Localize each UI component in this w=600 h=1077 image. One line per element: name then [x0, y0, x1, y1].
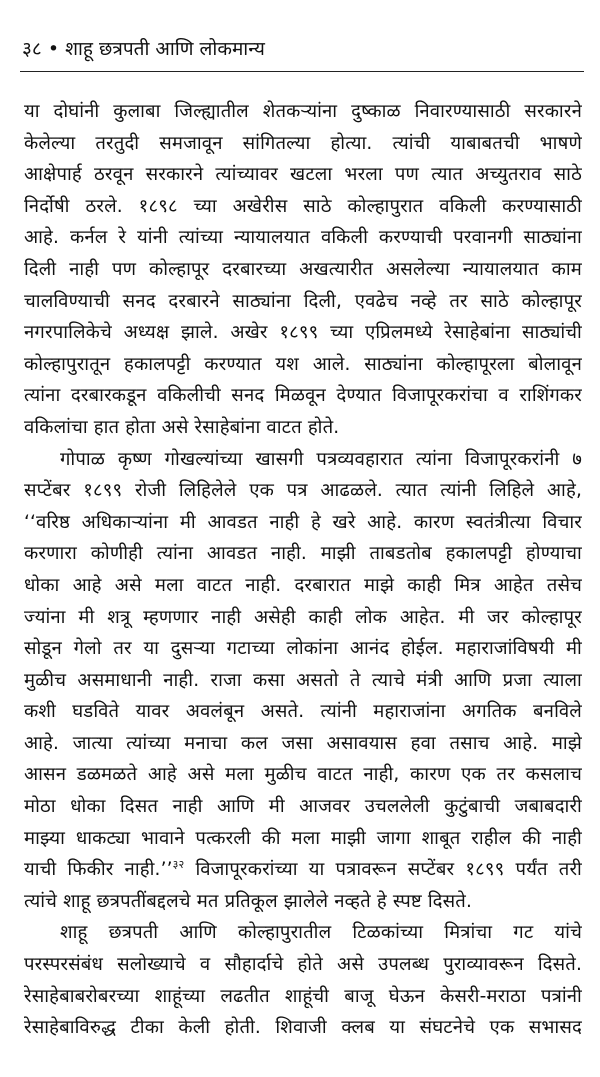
text-line: मोठा धोका दिसत नाही आणि मी आजवर उचललेली कुटुंबाची जबाबदारी [24, 796, 582, 818]
footnote-line-end: विजापूरकरांच्या या पत्रावरून सप्टेंबर १८९९ पर्यंत तरी [184, 859, 582, 881]
text-line: सप्टेंबर १८९९ रोजी लिहिलेले एक पत्र आढळले. त्यात त्यांनी लिहिले आहे, [24, 480, 582, 502]
text-line: त्यांना दरबारकडून वकिलीची सनद मिळवून देण्यात विजापूरकरांचा व राशिंगकर [24, 385, 582, 407]
text-line: सोडून गेलो तर या दुसऱ्या गटाच्या लोकांना आनंद होईल. महाराजांविषयी मी [24, 638, 582, 660]
text-line: वकिलांचा हात होता असे रेसाहेबांना वाटत होते. [24, 416, 340, 438]
text-line: रेसाहेबाबरोबरच्या शाहूंच्या लढतीत शाहूंची बाजू घेऊन केसरी-मराठा पत्रांनी [24, 985, 582, 1007]
body-text [24, 96, 582, 1044]
footnote-marker[interactable]: ३२ [172, 858, 185, 872]
footnote-line-start: याची फिकीर नाही.’’ [24, 859, 173, 881]
text-line: त्यांचे शाहू छत्रपतींबद्दलचे मत प्रतिकूल झालेले नव्हते हे स्पष्ट दिसते. [24, 890, 472, 912]
text-line: ज्यांना मी शत्रू म्हणणार नाही असेही काही लोक आहेत. मी जर कोल्हापूर [24, 606, 582, 628]
text-line: केलेल्या तरतुदी समजावून सांगितल्या होत्या. त्यांची याबाबतची भाषणे [24, 132, 582, 154]
text-line: करणारा कोणीही त्यांना आवडत नाही. माझी ताबडतोब हकालपट्टी होण्याचा [24, 543, 582, 565]
text-line: रेसाहेबाविरुद्ध टीका केली होती. शिवाजी क्लब या संघटनेचे एक सभासद [24, 1017, 582, 1039]
header-separator: • [47, 38, 60, 60]
paragraph-3 [24, 917, 582, 1043]
text-line: गोपाळ कृष्ण गोखल्यांच्या खासगी पत्रव्यवहारात त्यांना विजापूरकरांनी ७ [60, 448, 582, 470]
paragraph-1 [24, 96, 582, 444]
text-line: दिली नाही पण कोल्हापूर दरबारच्या अखत्यारीत असलेल्या न्यायालयात काम [24, 258, 582, 280]
text-line: नगरपालिकेचे अध्यक्ष झाले. अखेर १८९९ च्या एप्रिलमध्ये रेसाहेबांना साठ्यांची [24, 322, 582, 344]
text-line: आसन डळमळते आहे असे मला मुळीच वाटत नाही, कारण एक तर कसलाच [24, 764, 582, 786]
text-line: आक्षेपार्ह ठरवून सरकारने त्यांच्यावर खटला भरला पण त्यात अच्युतराव साठे [24, 164, 582, 186]
text-line: ‘‘वरिष्ठ अधिकाऱ्यांना मी आवडत नाही हे खरे आहे. कारण स्वतंत्रीत्या विचार [24, 511, 582, 533]
text-line: धोका आहे असे मला वाटत नाही. दरबारात माझे काही मित्र आहेत तसेच [24, 574, 582, 596]
running-title: शाहू छत्रपती आणि लोकमान्य [65, 38, 265, 60]
text-line: आहे. कर्नल रे यांनी त्यांच्या न्यायालयात वकिली करण्याची परवानगी साठ्यांना [24, 227, 582, 249]
text-line: कोल्हापुरातून हकालपट्टी करण्यात यश आले. साठ्यांना कोल्हापूरला बोलावून [24, 353, 582, 375]
text-line: शाहू छत्रपती आणि कोल्हापुरातील टिळकांच्या मित्रांचा गट यांचे [60, 922, 582, 944]
running-header [22, 36, 582, 62]
paragraph-2 [24, 444, 582, 918]
text-line: माझ्या धाकट्या भावाने पत्करली की मला माझी जागा शाबूत राहील की नाही [24, 827, 582, 849]
text-line: चालविण्याची सनद दरबारने साठ्यांना दिली, एवढेच नव्हे तर साठे कोल्हापूर [24, 290, 582, 312]
footnote-line [24, 854, 582, 886]
text-line: आहे. जात्या त्यांच्या मनाचा कल जसा असावयास हवा तसाच आहे. माझे [24, 732, 582, 754]
text-line: कशी घडविते यावर अवलंबून असते. त्यांनी महाराजांना अगतिक बनविले [24, 701, 582, 723]
text-line: मुळीच असमाधानी नाही. राजा कसा असतो ते त्याचे मंत्री आणि प्रजा त्याला [24, 669, 582, 691]
text-line: या दोघांनी कुलाबा जिल्ह्यातील शेतकऱ्यांना दुष्काळ निवारण्यासाठी सरकारने [24, 101, 582, 122]
text-line: परस्परसंबंध सलोख्याचे व सौहार्दाचे होते असे उपलब्ध पुराव्यावरून दिसते. [24, 954, 582, 976]
header-rule [20, 71, 584, 72]
text-line: निर्दोषी ठरले. १८९८ च्या अखेरीस साठे कोल्हापुरात वकिली करण्यासाठी [24, 195, 582, 217]
page-number: ३८ [22, 38, 42, 60]
